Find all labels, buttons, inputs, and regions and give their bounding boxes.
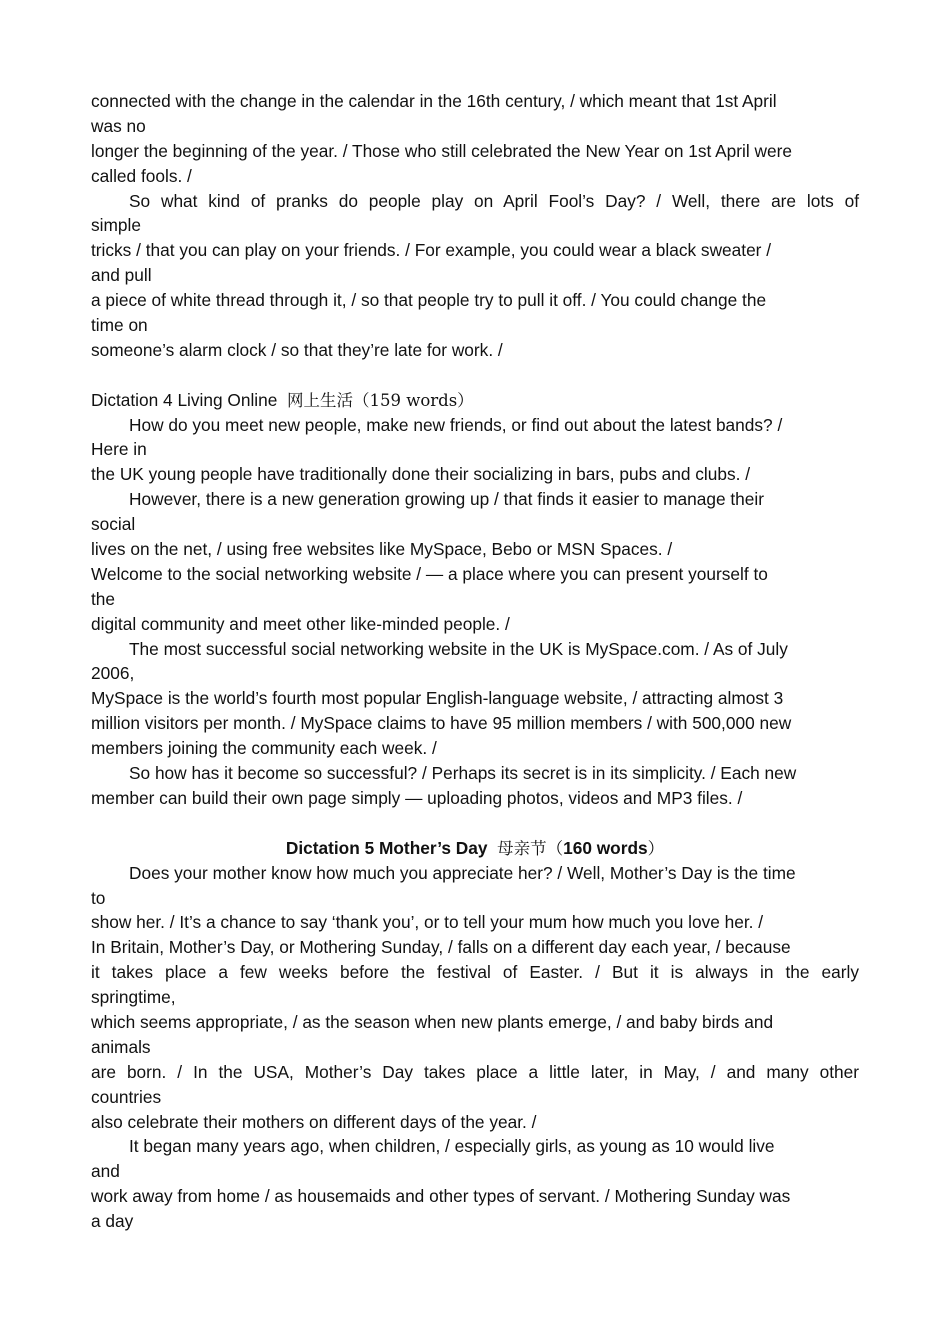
text-line: a piece of white thread through it, / so that people try to pull it off. / You could change the: [91, 290, 767, 311]
text-line: The most successful social networking website in the UK is MySpace.com. / As of July: [129, 638, 788, 659]
spacer: [91, 363, 859, 388]
text-line: also celebrate their mothers on different days of the year. /: [91, 1111, 537, 1132]
section-title-en: Dictation 4 Living Online: [91, 389, 278, 410]
text-line: springtime,: [91, 987, 176, 1008]
text-line: the UK young people have traditionally done their socializing in bars, pubs and clubs. /: [91, 464, 751, 485]
spacer: [91, 811, 859, 836]
text-line: countries: [91, 1086, 162, 1107]
text-line: In Britain, Mother’s Day, or Mothering Sunday, / falls on a different day each year, / because: [91, 937, 791, 958]
text-line: animals: [91, 1036, 151, 1057]
text-line: million visitors per month. / MySpace claims to have 95 million members / with 500,000 new: [91, 713, 792, 734]
intro-paragraph: [91, 89, 859, 363]
text-line: digital community and meet other like-minded people. /: [91, 613, 510, 634]
section-title-en: Dictation 5 Mother’s Day: [285, 837, 488, 858]
text-line: Here in: [91, 439, 147, 460]
text-line: simple: [91, 215, 141, 236]
text-line: time on: [91, 315, 148, 336]
section-title-count: 160 words: [563, 837, 648, 858]
section-title-paren-open: （: [546, 838, 564, 858]
text-line: social: [91, 514, 136, 535]
text-line: called fools. /: [91, 165, 192, 186]
text-line: and: [91, 1161, 120, 1182]
text-line: the: [91, 588, 116, 609]
text-line: How do you meet new people, make new friends, or find out about the latest bands? /: [129, 414, 783, 435]
text-line: someone’s alarm clock / so that they’re late for work. /: [91, 339, 503, 360]
section-title: [91, 388, 859, 413]
section-title-cn: 母亲节: [497, 838, 547, 858]
text-line: and pull: [91, 265, 152, 286]
text-line: show her. / It’s a chance to say ‘thank you’, or to tell your mum how much you love her. /: [91, 912, 764, 933]
text-line: 2006,: [91, 663, 135, 684]
section-title: [91, 836, 859, 861]
text-line: So what kind of pranks do people play on April Fool’s Day? / Well, there are lots of: [129, 190, 859, 211]
section-title-cn: 网上生活: [286, 390, 353, 410]
text-line: a day: [91, 1211, 134, 1232]
text-line: are born. / In the USA, Mother’s Day takes place a little later, in May, / and many other: [91, 1061, 859, 1082]
text-line: It began many years ago, when children, / especially girls, as young as 10 would live: [129, 1136, 775, 1157]
text-line: was no: [91, 115, 146, 136]
text-line: longer the beginning of the year. / Those who still celebrated the New Year on 1st April were: [91, 140, 792, 161]
text-line: connected with the change in the calendar in the 16th century, / which meant that 1st April: [91, 91, 777, 111]
text-line: MySpace is the world’s fourth most popular English-language website, / attracting almost 3: [91, 688, 784, 709]
dictation-5-section: [91, 836, 859, 1234]
text-line: However, there is a new generation growing up / that finds it easier to manage their: [129, 489, 764, 510]
document-page: [91, 89, 859, 1234]
text-line: members joining the community each week. /: [91, 738, 437, 759]
text-line: it takes place a few weeks before the festival of Easter. / But it is always in the early: [91, 962, 859, 983]
dictation-4-section: [91, 388, 859, 811]
text-line: member can build their own page simply — uploading photos, videos and MP3 files. /: [91, 787, 743, 808]
text-line: which seems appropriate, / as the season when new plants emerge, / and baby birds and: [91, 1011, 774, 1032]
text-line: So how has it become so successful? / Perhaps its secret is in its simplicity. / Each new: [129, 763, 797, 784]
text-line: work away from home / as housemaids and other types of servant. / Mothering Sunday was: [91, 1186, 791, 1207]
section-title-paren-close: ）: [647, 838, 665, 858]
text-line: lives on the net, / using free websites like MySpace, Bebo or MSN Spaces. /: [91, 539, 673, 560]
text-line: Does your mother know how much you appreciate her? / Well, Mother’s Day is the time: [129, 862, 796, 883]
text-line: tricks / that you can play on your friends. / For example, you could wear a black sweater /: [91, 240, 772, 261]
section-title-count: （159 words）: [352, 390, 474, 410]
text-line: to: [91, 887, 106, 908]
text-line: Welcome to the social networking website / — a place where you can present yourself to: [91, 563, 768, 584]
